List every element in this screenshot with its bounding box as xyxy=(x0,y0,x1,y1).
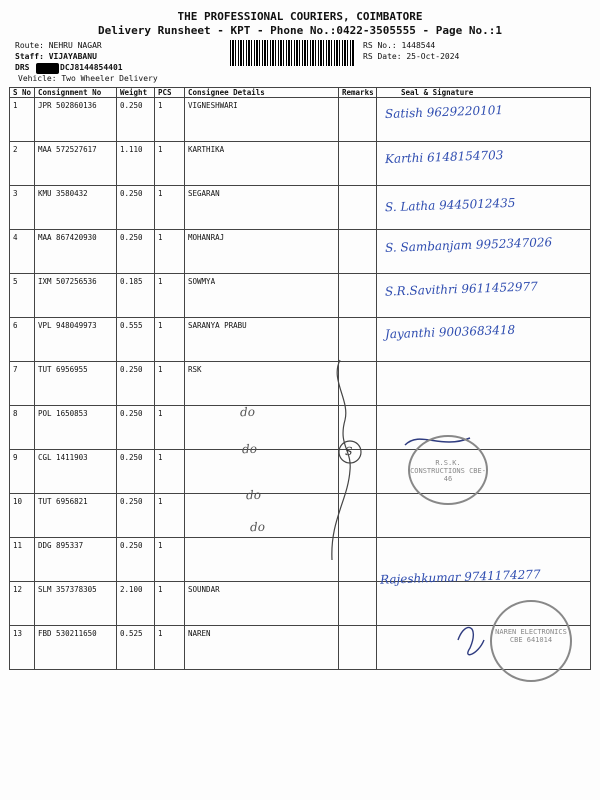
rs-number: RS No.: 1448544 xyxy=(363,41,436,50)
cell-pcs: 1 xyxy=(155,538,185,582)
cell-sno: 3 xyxy=(10,186,35,230)
cell-pcs: 1 xyxy=(155,450,185,494)
cell-weight: 0.525 xyxy=(117,626,155,670)
cell-consignment: CGL 1411903 xyxy=(35,450,117,494)
cell-consignee: SOWMYA xyxy=(185,274,339,318)
cell-consignment: TUT 6956955 xyxy=(35,362,117,406)
signature-row-6: Jayanthi 9003683418 xyxy=(384,322,516,342)
cell-consignment: KMU 3580432 xyxy=(35,186,117,230)
cell-remarks xyxy=(339,494,377,538)
cell-sno: 4 xyxy=(10,230,35,274)
col-consignment: Consignment No xyxy=(35,88,117,98)
ditto-mark-row-9: do xyxy=(241,441,258,457)
rsk-stamp: R.S.K. CONSTRUCTIONS CBE-46 xyxy=(408,435,488,505)
signature-row-3: S. Latha 9445012435 xyxy=(384,195,516,215)
runsheet-table xyxy=(9,87,591,670)
company-title: THE PROFESSIONAL COURIERS, COIMBATORE xyxy=(177,10,423,23)
cell-remarks xyxy=(339,318,377,362)
rs-date: RS Date: 25-Oct-2024 xyxy=(363,52,460,61)
cell-pcs: 1 xyxy=(155,362,185,406)
staff-label: Staff: VIJAYABANU xyxy=(15,52,97,61)
col-remarks: Remarks xyxy=(339,88,377,98)
cell-sno: 10 xyxy=(10,494,35,538)
cell-weight: 0.250 xyxy=(117,494,155,538)
cell-sno: 7 xyxy=(10,362,35,406)
cell-remarks xyxy=(339,142,377,186)
barcode xyxy=(230,40,355,66)
col-seal-signature: Seal & Signature xyxy=(377,88,591,98)
vehicle-label: Vehicle: Two Wheeler Delivery xyxy=(18,74,158,83)
cell-remarks xyxy=(339,362,377,406)
cell-consignee xyxy=(185,450,339,494)
cell-pcs: 1 xyxy=(155,142,185,186)
circled-mark: S xyxy=(344,444,353,459)
cell-consignment: MAA 572527617 xyxy=(35,142,117,186)
cell-weight: 2.100 xyxy=(117,582,155,626)
cell-signature xyxy=(377,362,591,406)
cell-consignee: SOUNDAR xyxy=(185,582,339,626)
cell-consignment: FBD 530211650 xyxy=(35,626,117,670)
table-header-row xyxy=(10,88,591,98)
cell-consignment: SLM 357378305 xyxy=(35,582,117,626)
drs-number: DCJ8144854401 xyxy=(60,63,123,72)
cell-weight: 0.250 xyxy=(117,98,155,142)
cell-remarks xyxy=(339,406,377,450)
cell-consignee: MOHANRAJ xyxy=(185,230,339,274)
cell-consignment: DDG 895337 xyxy=(35,538,117,582)
cell-pcs: 1 xyxy=(155,582,185,626)
cell-consignee: SARANYA PRABU xyxy=(185,318,339,362)
cell-weight: 0.185 xyxy=(117,274,155,318)
redaction-mark xyxy=(36,63,59,74)
cell-sno: 11 xyxy=(10,538,35,582)
col-consignee: Consignee Details xyxy=(185,88,339,98)
cell-pcs: 1 xyxy=(155,318,185,362)
runsheet-subtitle: Delivery Runsheet - KPT - Phone No.:0422-3505555 - Page No.:1 xyxy=(98,24,502,37)
cell-pcs: 1 xyxy=(155,406,185,450)
cell-consignment: POL 1650853 xyxy=(35,406,117,450)
cell-consignment: TUT 6956821 xyxy=(35,494,117,538)
route-label: Route: NEHRU NAGAR xyxy=(15,41,102,50)
cell-weight: 0.250 xyxy=(117,538,155,582)
table-row xyxy=(10,98,591,142)
cell-pcs: 1 xyxy=(155,98,185,142)
cell-weight: 0.250 xyxy=(117,450,155,494)
table-row xyxy=(10,142,591,186)
cell-remarks xyxy=(339,186,377,230)
cell-pcs: 1 xyxy=(155,274,185,318)
table-row xyxy=(10,406,591,450)
cell-weight: 1.110 xyxy=(117,142,155,186)
cell-consignment: VPL 948049973 xyxy=(35,318,117,362)
cell-remarks xyxy=(339,582,377,626)
signature-row-12: Rajeshkumar 9741174277 xyxy=(379,567,541,587)
cell-sno: 5 xyxy=(10,274,35,318)
cell-sno: 1 xyxy=(10,98,35,142)
naren-stamp: NAREN ELECTRONICS CBE 641014 xyxy=(490,600,572,682)
ditto-mark-row-11: do xyxy=(249,519,266,535)
cell-sno: 6 xyxy=(10,318,35,362)
cell-consignee: RSK xyxy=(185,362,339,406)
cell-consignee: SEGARAN xyxy=(185,186,339,230)
cell-weight: 0.555 xyxy=(117,318,155,362)
signature-row-2: Karthi 6148154703 xyxy=(384,147,504,167)
cell-weight: 0.250 xyxy=(117,230,155,274)
cell-consignee xyxy=(185,538,339,582)
cell-consignment: MAA 867420930 xyxy=(35,230,117,274)
cell-remarks xyxy=(339,626,377,670)
cell-pcs: 1 xyxy=(155,186,185,230)
cell-weight: 0.250 xyxy=(117,406,155,450)
cell-weight: 0.250 xyxy=(117,362,155,406)
col-sno: S No xyxy=(10,88,35,98)
cell-signature xyxy=(377,406,591,450)
cell-sno: 2 xyxy=(10,142,35,186)
col-weight: Weight xyxy=(117,88,155,98)
table-row xyxy=(10,450,591,494)
table-row xyxy=(10,362,591,406)
cell-sno: 12 xyxy=(10,582,35,626)
ditto-mark-row-10: do xyxy=(245,487,262,503)
cell-sno: 9 xyxy=(10,450,35,494)
cell-consignment: JPR 502860136 xyxy=(35,98,117,142)
cell-consignee: KARTHIKA xyxy=(185,142,339,186)
cell-weight: 0.250 xyxy=(117,186,155,230)
table-row xyxy=(10,494,591,538)
cell-remarks xyxy=(339,538,377,582)
cell-sno: 13 xyxy=(10,626,35,670)
signature-row-1: Satish 9629220101 xyxy=(384,102,504,122)
cell-consignee: NAREN xyxy=(185,626,339,670)
cell-remarks xyxy=(339,98,377,142)
drs-prefix: DRS xyxy=(15,63,30,72)
cell-remarks xyxy=(339,230,377,274)
signature-row-4: S. Sambanjam 9952347026 xyxy=(384,235,553,255)
signature-row-5: S.R.Savithri 9611452977 xyxy=(384,279,538,299)
cell-signature xyxy=(377,494,591,538)
cell-pcs: 1 xyxy=(155,494,185,538)
ditto-mark-row-8: do xyxy=(239,404,256,420)
cell-remarks xyxy=(339,274,377,318)
cell-pcs: 1 xyxy=(155,626,185,670)
cell-consignee xyxy=(185,406,339,450)
cell-sno: 8 xyxy=(10,406,35,450)
cell-consignment: IXM 507256536 xyxy=(35,274,117,318)
cell-pcs: 1 xyxy=(155,230,185,274)
cell-consignee: VIGNESHWARI xyxy=(185,98,339,142)
col-pcs: PCS xyxy=(155,88,185,98)
